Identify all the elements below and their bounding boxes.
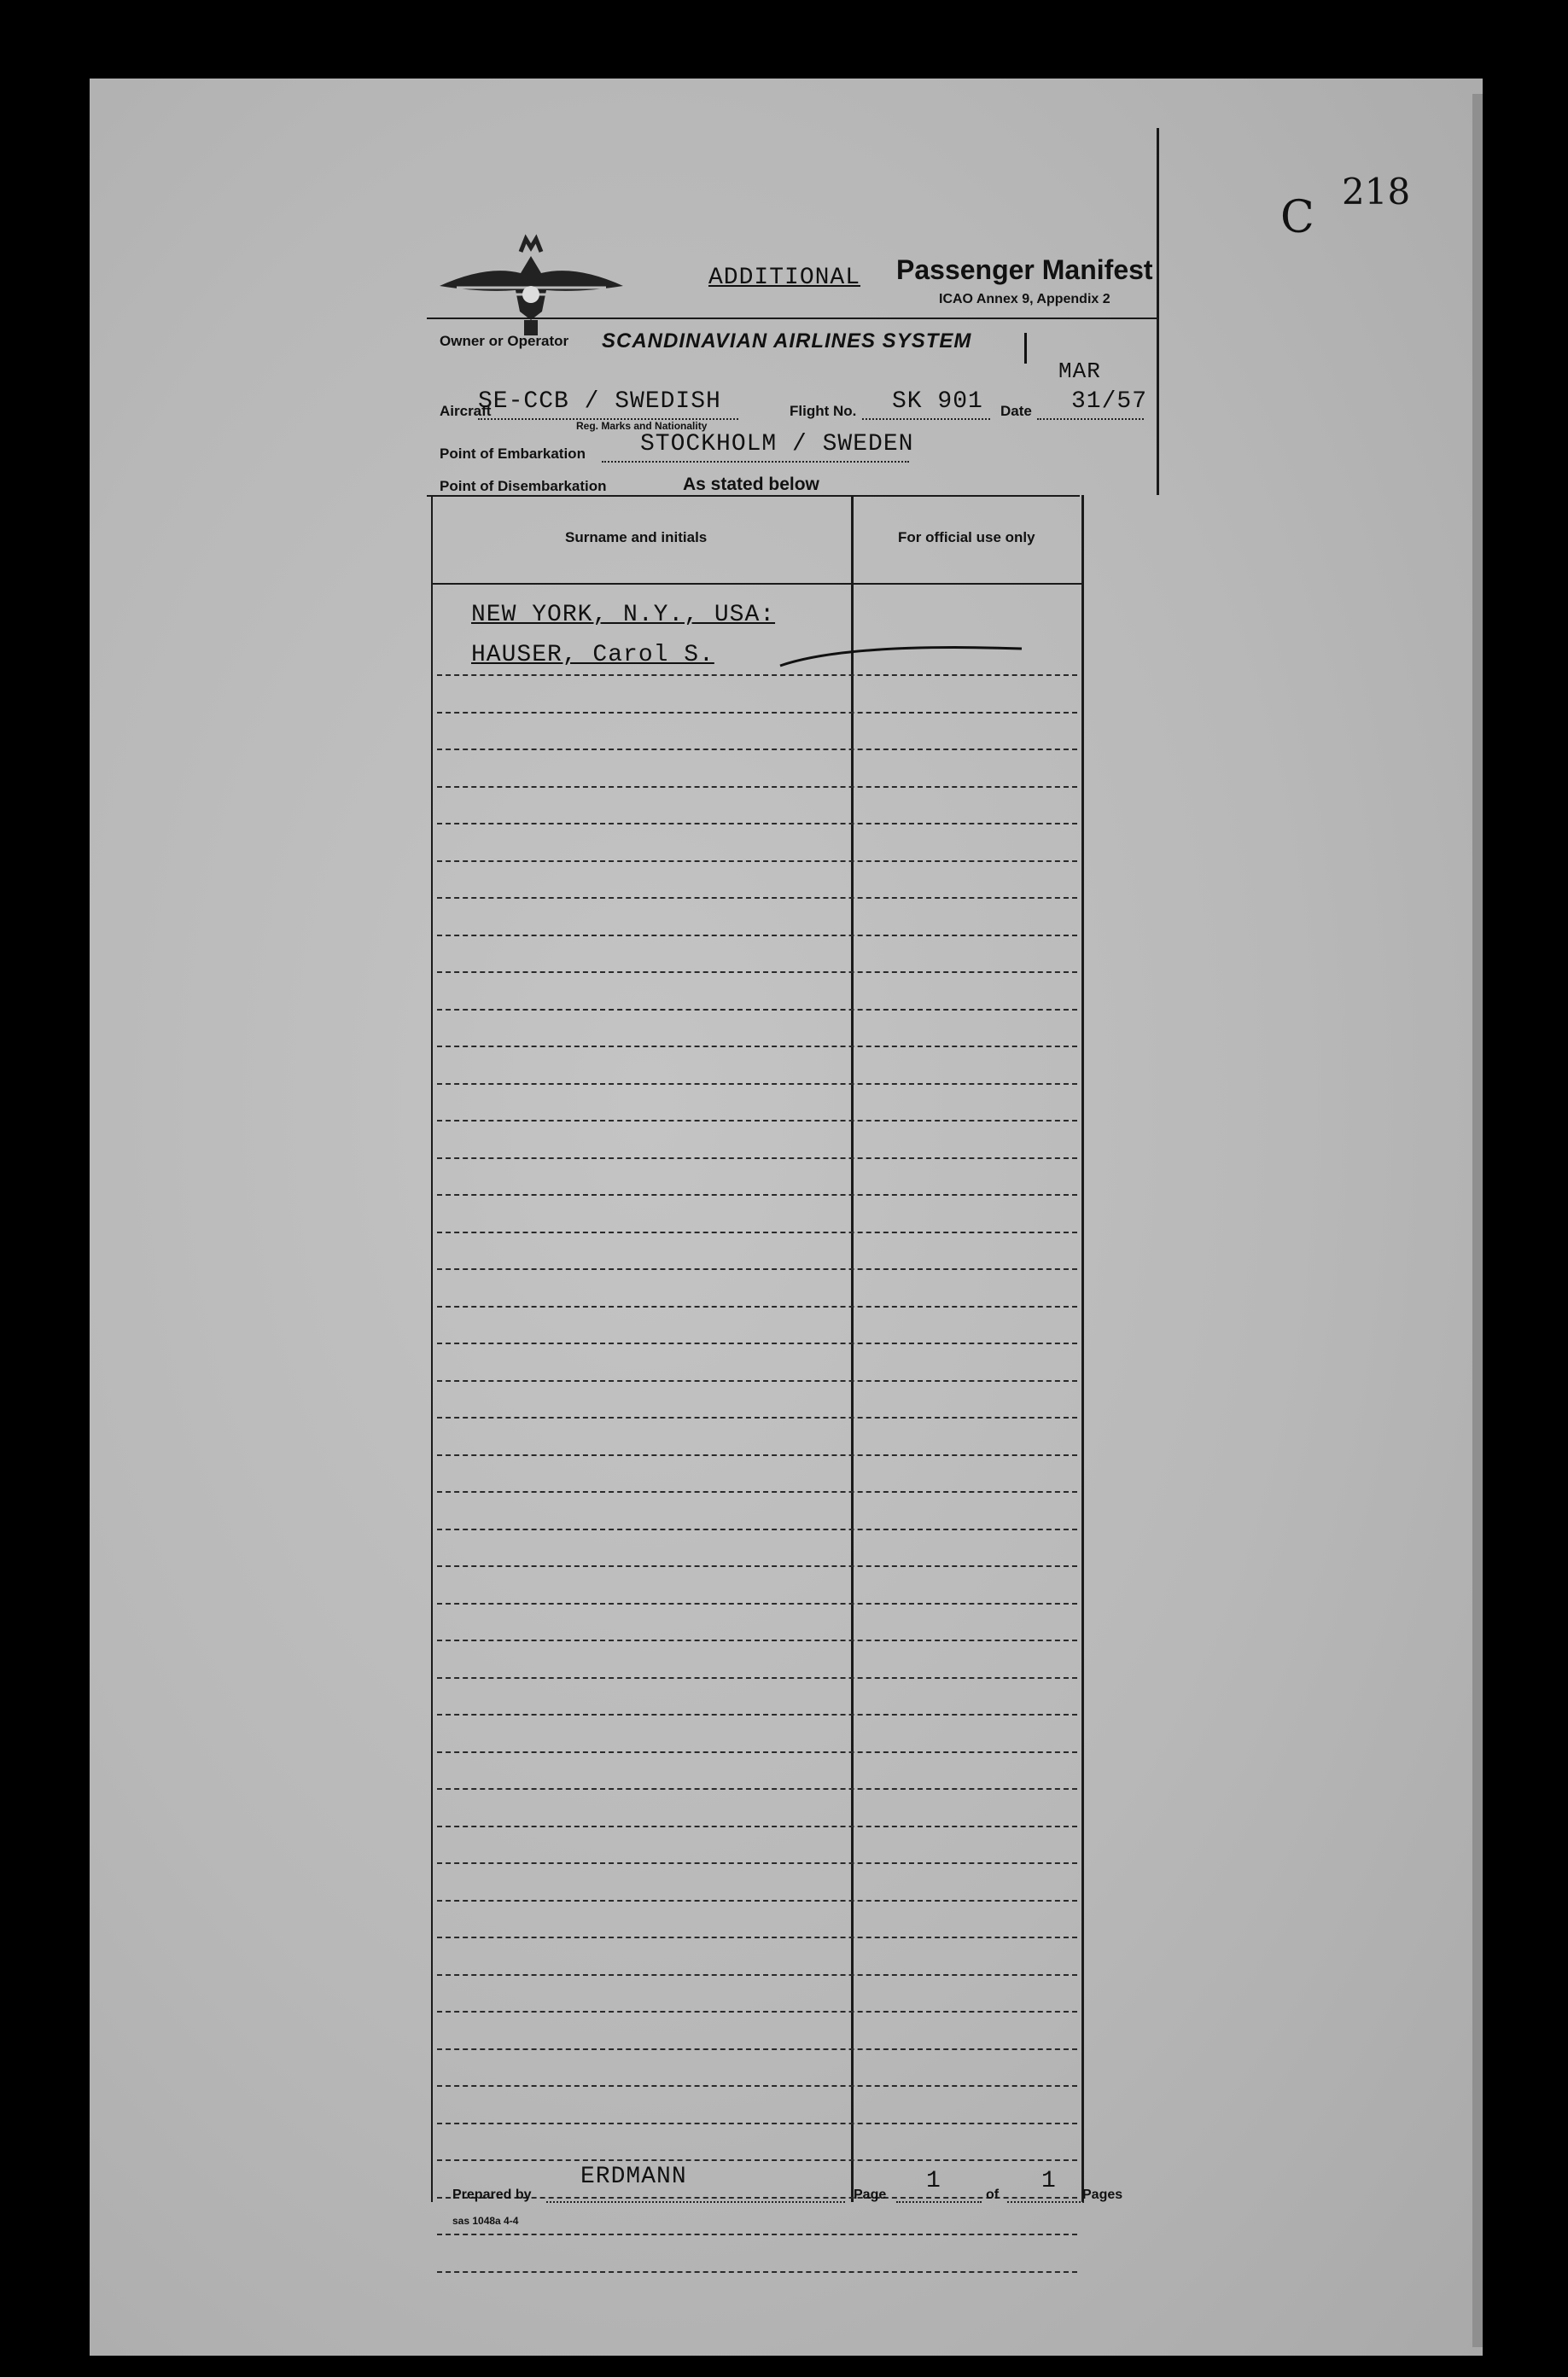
table-row: [437, 1714, 1077, 1716]
header-rule: [427, 318, 1157, 319]
column-divider: [851, 495, 854, 2202]
table-row: [437, 2234, 1077, 2235]
table-row: [437, 1788, 1077, 1790]
flight-label: Flight No.: [790, 403, 857, 419]
table-row: [437, 2123, 1077, 2124]
table-row: [437, 1565, 1077, 1567]
aircraft-label: Aircraft: [440, 403, 492, 419]
disembarkation-value: As stated below: [683, 475, 819, 494]
table-row: [437, 1862, 1077, 1864]
table-row: [437, 1009, 1077, 1011]
form-header: [427, 128, 1159, 495]
table-row: [437, 1306, 1077, 1308]
table-row: [437, 1380, 1077, 1382]
table-row: [437, 2048, 1077, 2050]
page-edge: [1472, 94, 1483, 2347]
table-row: [437, 1343, 1077, 1344]
prepared-value: ERDMANN: [580, 2164, 687, 2190]
owner-value: SCANDINAVIAN AIRLINES SYSTEM: [602, 329, 972, 352]
table-row: [437, 1268, 1077, 1270]
table-row: [437, 1937, 1077, 1938]
table-header-rule: [433, 583, 1081, 585]
table-row: [437, 1194, 1077, 1196]
table-row: [437, 1120, 1077, 1122]
table-row: [437, 1046, 1077, 1047]
table-row: [437, 2271, 1077, 2273]
table-row: [437, 935, 1077, 936]
flight-value: SK 901: [892, 388, 983, 415]
date-value: 31/57: [1071, 388, 1148, 415]
embarkation-value: STOCKHOLM / SWEDEN: [640, 431, 914, 457]
table-row: [437, 1900, 1077, 1902]
table-row: [437, 1640, 1077, 1641]
table-row: [437, 1603, 1077, 1605]
passenger-entry: HAUSER, Carol S.: [471, 642, 714, 668]
date-line: [1037, 418, 1144, 420]
additional-label: ADDITIONAL: [708, 265, 861, 291]
table-row: [437, 2085, 1077, 2087]
table-row: [437, 1417, 1077, 1419]
table-row: [437, 1826, 1077, 1827]
table-row: [437, 2011, 1077, 2013]
table-row: [437, 1083, 1077, 1085]
passenger-table: [431, 495, 1084, 2202]
flight-line: [862, 418, 990, 420]
table-row: [437, 971, 1077, 973]
table-row: [437, 1232, 1077, 1233]
aircraft-value: SE-CCB / SWEDISH: [478, 388, 721, 415]
pages-label: Pages: [1082, 2188, 1123, 2202]
table-row: [437, 897, 1077, 899]
table-row: [437, 1454, 1077, 1456]
total-line: [1007, 2201, 1084, 2203]
page-value: 1: [926, 2168, 941, 2194]
total-value: 1: [1041, 2168, 1057, 2194]
table-row: [437, 1974, 1077, 1976]
table-row: [437, 2159, 1077, 2161]
destination-entry: NEW YORK, N.Y., USA:: [471, 602, 776, 628]
col-official-header: For official use only: [898, 529, 1035, 545]
col-surname-header: Surname and initials: [565, 529, 708, 545]
owner-label: Owner or Operator: [440, 333, 569, 349]
table-row: [437, 674, 1077, 676]
table-row: [437, 1529, 1077, 1530]
table-row: [437, 1157, 1077, 1159]
embarkation-line: [602, 461, 909, 463]
date-month: MAR: [1058, 358, 1101, 384]
table-row: [437, 1751, 1077, 1753]
prepared-line: [546, 2201, 845, 2203]
owner-tick: [1024, 333, 1027, 364]
table-row: [437, 860, 1077, 862]
prepared-label: Prepared by: [452, 2188, 532, 2202]
form-code: sas 1048a 4-4: [452, 2215, 519, 2227]
embarkation-label: Point of Embarkation: [440, 446, 586, 462]
handwritten-letter: C: [1280, 192, 1314, 243]
form-footer: [452, 2164, 1135, 2232]
eagle-emblem-icon: [435, 226, 627, 337]
table-row: [437, 823, 1077, 824]
aircraft-sublabel: Reg. Marks and Nationality: [576, 420, 708, 432]
form-title: Passenger Manifest: [896, 254, 1153, 285]
pen-stroke: [778, 636, 1026, 670]
aircraft-line: [478, 418, 738, 420]
handwritten-number: 218: [1342, 171, 1411, 213]
table-row: [437, 1677, 1077, 1679]
disembarkation-label: Point of Disembarkation: [440, 478, 607, 494]
table-row: [437, 712, 1077, 714]
form-subtitle: ICAO Annex 9, Appendix 2: [939, 292, 1110, 306]
table-row: [437, 1491, 1077, 1493]
page-line: [896, 2201, 982, 2203]
table-row: [437, 786, 1077, 788]
of-label: of: [986, 2188, 1000, 2202]
passenger-manifest-form: [427, 128, 1165, 2236]
date-label: Date: [1000, 403, 1032, 419]
page-label: Page: [854, 2188, 887, 2202]
table-row: [437, 749, 1077, 750]
